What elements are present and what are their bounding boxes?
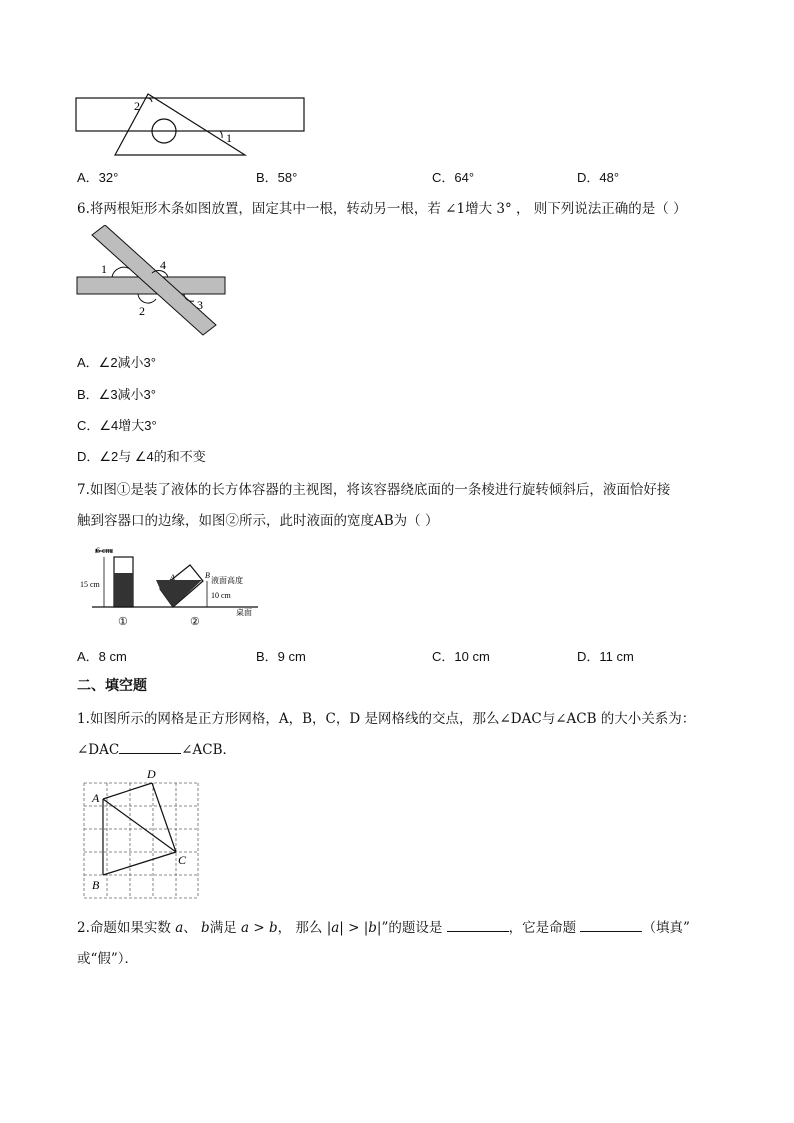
f1-point-c-label: C bbox=[178, 853, 187, 867]
q7-table-label: 桌面 bbox=[236, 608, 252, 617]
f2-truth-blank[interactable] bbox=[580, 920, 642, 932]
q7-point-b-label: B bbox=[205, 571, 210, 580]
q7-figure bbox=[78, 543, 278, 631]
q5-option-b: B．58° bbox=[256, 170, 298, 185]
q5-option-a: A．32° bbox=[77, 170, 119, 185]
q7-ten-cm-label: 10 cm bbox=[211, 591, 231, 600]
q7-option-d: D．11 cm bbox=[577, 649, 634, 664]
f1-stem-line1: 1.如图所示的网格是正方形网格，A，B，C，D 是网格线的交点，那么∠DAC与∠ACB 的大小关系为： bbox=[77, 711, 696, 727]
q6-angle-3-label: 3 bbox=[197, 298, 203, 312]
f2-stem-line2: 或“假”）． bbox=[77, 951, 139, 967]
q7-stem-line1: 7.如图①是装了液体的长方体容器的主视图，将该容器绕底面的一条棱进行旋转倾斜后，液面恰好接 bbox=[77, 482, 671, 498]
f1-stem-line2: ∠DAC ∠ACB． bbox=[77, 742, 237, 758]
q5-option-c: C．64° bbox=[432, 170, 475, 185]
q6-stem: 6.将两根矩形木条如图放置，固定其中一根，转动另一根，若 ∠1增大 3° ， 则下列说法正确的是（ ） bbox=[77, 201, 687, 217]
f2-stem-line1: 2.命题如果实数 a、 b满足 a > b， 那么 |a| > |b|”的题设是 ，它是命题 （填真” bbox=[77, 920, 690, 936]
q7-fig1-label: ① bbox=[118, 616, 128, 628]
q7-width-label: 6 cm bbox=[96, 546, 112, 555]
f1-grid-figure bbox=[80, 765, 204, 900]
q5-angle-2-label: 2 bbox=[134, 99, 140, 113]
q7-point-a-label: A bbox=[170, 573, 175, 582]
q6-option-b: B．∠3减小3° bbox=[77, 387, 156, 402]
q6-option-d: D．∠2与 ∠4的和不变 bbox=[77, 449, 206, 464]
section-heading: 二、填空题 bbox=[77, 678, 147, 694]
q7-liquid-height-label: 液面高度 bbox=[211, 576, 243, 585]
f2-premise-blank[interactable] bbox=[447, 920, 509, 932]
q6-option-a: A．∠2减小3° bbox=[77, 355, 156, 370]
q6-angle-4-label: 4 bbox=[160, 258, 166, 272]
q7-fig2-label: ② bbox=[190, 616, 200, 628]
q6-option-c: C．∠4增大3° bbox=[77, 418, 157, 433]
q6-angle-1-label: 1 bbox=[101, 262, 107, 276]
q5-angle-1-label: 1 bbox=[226, 131, 232, 145]
q5-option-d: D．48° bbox=[577, 170, 620, 185]
q5-figure bbox=[70, 92, 310, 160]
q7-option-b: B．9 cm bbox=[256, 649, 306, 664]
f1-answer-blank[interactable] bbox=[119, 742, 181, 754]
q6-angle-2-label: 2 bbox=[139, 304, 145, 318]
q7-option-a: A．8 cm bbox=[77, 649, 127, 664]
f1-point-d-label: D bbox=[147, 767, 156, 781]
q7-stem-line2: 触到容器口的边缘，如图②所示，此时液面的宽度AB为（ ） bbox=[77, 513, 439, 529]
q7-option-c: C．10 cm bbox=[432, 649, 490, 664]
f1-point-b-label: B bbox=[92, 878, 100, 892]
q6-figure bbox=[72, 225, 232, 340]
q7-height-label: 15 cm bbox=[80, 580, 100, 589]
f1-point-a-label: A bbox=[92, 791, 100, 805]
